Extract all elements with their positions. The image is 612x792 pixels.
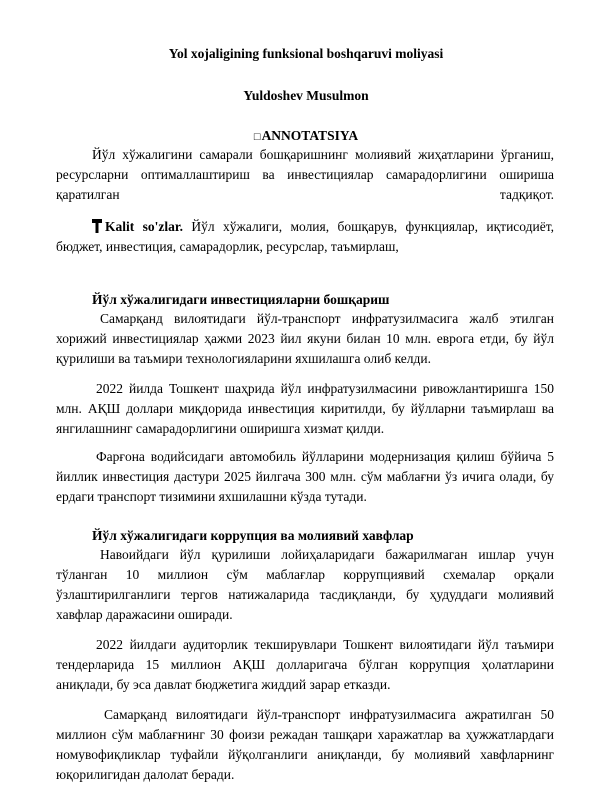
paragraph-line: Фарғона водийсидаги автомобиль йўлларини модернизация қилиш бўйича 5 xyxy=(96,449,554,464)
paragraph-line: ердаги транспорт тизимини яхшилашни кўзда тутади. xyxy=(56,489,367,504)
paragraph-line: миллион сўм маблағнинг 30 фоизи режадан ташқари харажатлар ва ҳужжатлардаги xyxy=(56,727,554,742)
paragraph-line: номувофиқликлар туфайли йўқолганлиги аниқланди, бу молиявий хавфларнинг xyxy=(56,747,554,762)
placeholder-box-icon: □ xyxy=(253,131,261,143)
paragraph-line: юқорилигидан далолат беради. xyxy=(56,767,235,782)
paragraph-line: йиллик инвестиция дастури 2025 йилгача 300 млн. сўм маблағни ўз ичига олади, бу xyxy=(56,469,554,484)
key-icon xyxy=(92,219,102,233)
author-name: Yuldoshev Musulmon xyxy=(243,88,369,103)
annotation-heading-text: ANNOTATSIYA xyxy=(261,128,359,143)
annotation-line: Йўл хўжалигини самарали бошқаришнинг молиявий жиҳатларини ўрганиш, xyxy=(92,147,554,162)
section-heading-investments: Йўл хўжалигидаги инвестицияларни бошқариш xyxy=(92,292,390,307)
section-heading-corruption: Йўл хўжалигидаги коррупция ва молиявий хавфлар xyxy=(92,528,414,543)
annotation-line: тадқиқот. xyxy=(499,187,554,202)
paragraph-line: тендерларида 15 миллион АҚШ долларигача бўлган коррупция ҳолатларини xyxy=(56,657,554,672)
document-title: Yol xojaligining funksional boshqaruvi moliyasi xyxy=(168,46,444,61)
paragraph-line: Самарқанд вилоятидаги йўл-транспорт инфратузилмасига ажратилган 50 xyxy=(104,707,554,722)
paragraph-line: Самарқанд вилоятидаги йўл-транспорт инфратузилмасига жалб этилган xyxy=(100,311,554,326)
paragraph-line: ўзлаштирилганлиги тергов натижаларида тасдиқланди, бу ҳудуддаги молиявий xyxy=(56,587,554,602)
paragraph-line: тўланган 10 миллион сўм маблағлар коррупциявий схемалар орқали xyxy=(56,567,554,582)
keywords-line: бюджет, инвестиция, самарадорлик, ресурслар, таъмирлаш, xyxy=(56,239,399,254)
paragraph-line: хавфлар даражасини оширади. xyxy=(56,607,233,622)
paragraph-line: 2022 йилдаги аудиторлик текширувлари Тошкент вилоятидаги йўл таъмири xyxy=(96,637,554,652)
paragraph-line: Навоийдаги йўл қурилиши лойиҳаларидаги бажарилмаган ишлар учун xyxy=(100,547,554,562)
keywords-label: Kalit so'zlar. xyxy=(105,219,184,234)
paragraph-line: 2022 йилда Тошкент шаҳрида йўл инфратузилмасини ривожлантиришга 150 xyxy=(96,381,554,396)
paragraph-line: хорижий инвестициялар ҳажми 2023 йил якуни билан 10 млн. еврога етди, бу йўл xyxy=(56,331,554,346)
paragraph-line: млн. АҚШ доллари миқдорида инвестиция киритилди, бу йўлларни таъмирлаш ва xyxy=(56,401,554,416)
paragraph-line: аниқлади, бу эса давлат бюджетига жиддий зарар етказди. xyxy=(56,677,391,692)
keywords-text: Йўл хўжалиги, молия, бошқарув, функциялар, иқтисодиёт, xyxy=(191,219,554,234)
annotation-line: ресурсларни оптималлаштириш ва инвестициялар самарадорлигини ошириша xyxy=(56,167,554,182)
paragraph-line: янгилашнинг самарадорлигини оширишга хизмат қилди. xyxy=(56,421,385,436)
paragraph-line: қурилиши ва таъмири технологияларини яхшилашга олиб келди. xyxy=(56,351,432,366)
annotation-heading xyxy=(0,128,612,144)
annotation-line: қаратилган xyxy=(56,187,120,202)
keywords-line xyxy=(92,219,554,235)
